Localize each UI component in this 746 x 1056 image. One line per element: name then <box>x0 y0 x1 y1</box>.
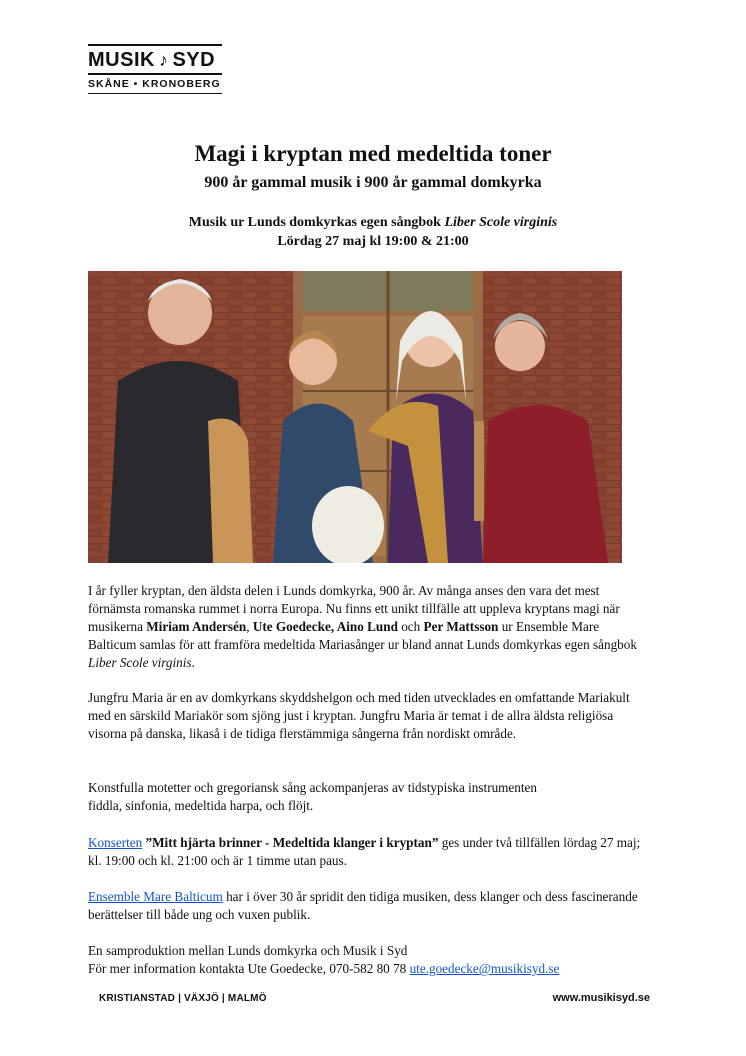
ensemble-photo <box>88 271 622 563</box>
intro-text-2: ur Ensemble Mare Balticum samlas för att framföra medeltida Mariasånger ur bland annat Lunds domkyrkas egen sångbok <box>88 619 637 652</box>
ensemble-paragraph <box>88 888 648 924</box>
page-subtitle: 900 år gammal musik i 900 år gammal domkyrka <box>204 174 542 191</box>
page-title: Magi i kryptan med medeltida toner <box>194 141 552 166</box>
intro-sep-1: , <box>246 619 253 634</box>
logo-wordmark <box>88 44 222 75</box>
contact-text: För mer information kontakta Ute Goedecke, 070-582 80 78 <box>88 961 410 976</box>
contact-paragraph <box>88 942 648 978</box>
ensemble-link[interactable]: Ensemble Mare Balticum <box>88 889 223 904</box>
concert-date: Lördag 27 maj kl 19:00 & 21:00 <box>277 234 469 249</box>
songbook-line <box>0 215 746 231</box>
songbook-name: Liber Scole virginis <box>88 655 192 670</box>
maria-paragraph: Jungfru Maria är en av domkyrkans skyddshelgon och med tiden utvecklades en omfattande Mariakult med en särskild Mariakör som sjöng just i kryptan. Jungfru Maria är temat i de allra äldsta religiösa visorna på danska, likaså i de tidiga flerstämmiga sångerna från nordiskt område. <box>88 690 630 741</box>
musician-name-3: Per Mattsson <box>423 619 499 634</box>
musik-i-syd-logo <box>88 44 222 94</box>
intro-text-1: I år fyller kryptan, den äldsta delen i Lunds domkyrka, 900 år. Av många anses den vara det mest förnämsta romanska rummet i norra Europa. Nu finns ett unikt tillfälle att uppleva kryptans magi när musikerna <box>88 583 620 634</box>
footer-website[interactable]: www.musikisyd.se <box>552 992 650 1004</box>
instruments-paragraph <box>88 779 648 815</box>
contact-email-link[interactable]: ute.goedecke@musikisyd.se <box>409 961 560 976</box>
concert-paragraph <box>88 834 648 870</box>
intro-text-3: . <box>191 655 195 670</box>
songbook-line-text: Musik ur Lunds domkyrkas egen sångbok <box>188 215 445 230</box>
concert-link[interactable]: Konserten <box>88 835 143 850</box>
logo-brand-left: MUSIK <box>88 49 155 71</box>
concert-details: ges under två tillfällen lördag 27 maj; kl. 19:00 och kl. 21:00 och är 1 timme utan paus. <box>88 835 641 868</box>
footer-cities: KRISTIANSTAD | VÄXJÖ | MALMÖ <box>99 993 267 1004</box>
logo-region: SKÅNE • KRONOBERG <box>88 78 222 94</box>
coproduction-line: En samproduktion mellan Lunds domkyrka och Musik i Syd <box>88 943 408 958</box>
concert-title: ”Mitt hjärta brinner - Medeltida klanger i kryptan” <box>142 835 439 850</box>
intro-paragraph <box>88 582 648 672</box>
instruments-line-1: Konstfulla motetter och gregoriansk sång ackompanjeras av tidstypiska instrumenten <box>88 780 537 795</box>
logo-brand-right: SYD <box>172 49 216 71</box>
musician-name-1: Miriam Andersén <box>146 619 247 634</box>
musician-name-2: Ute Goedecke, Aino Lund <box>252 619 398 634</box>
music-note-icon: ♪ <box>158 50 169 70</box>
intro-sep-2: och <box>397 619 424 634</box>
instruments-line-2: fiddla, sinfonia, medeltida harpa, och flöjt. <box>88 798 314 813</box>
songbook-title: Liber Scole virginis <box>444 215 558 230</box>
contact-line <box>88 960 648 978</box>
ensemble-description: har i över 30 år spridit den tidiga musiken, dess klanger och dess fascinerande berättelser till både ung och vuxen publik. <box>88 889 638 922</box>
